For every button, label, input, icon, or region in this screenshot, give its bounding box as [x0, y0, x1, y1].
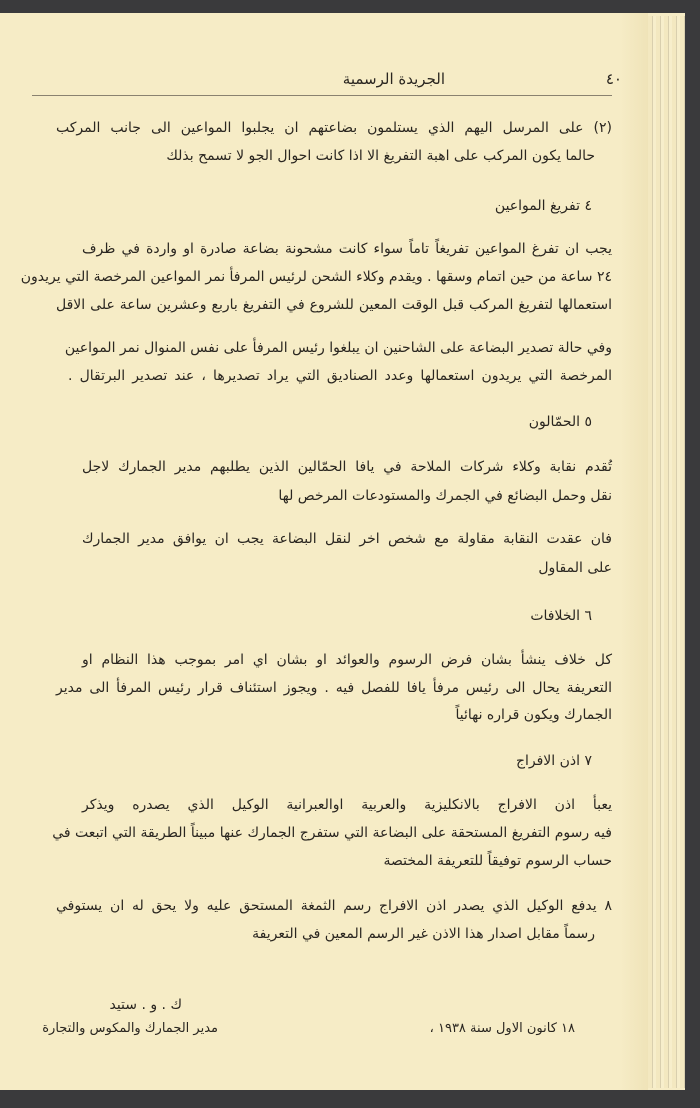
page-gutter: [620, 13, 648, 1090]
paragraph-line: على المقاول: [538, 560, 612, 576]
paragraph-line: رسماً مقابل اصدار هذا الاذن غير الرسم المعين في التعريفة: [252, 926, 595, 942]
signatory-name: ك . و . ستيد: [109, 997, 182, 1013]
signatory-title: مدير الجمارك والمكوس والتجارة: [42, 1021, 218, 1036]
header-rule: [32, 95, 612, 96]
paragraph-line: التعريفة يحال الى رئيس مرفأ يافا للفصل فيه . ويجوز استئناف قرار رئيس المرفأ الى مدير: [56, 680, 612, 696]
paragraph-line: فان عقدت النقابة مقاولة مع شخص اخر لنقل البضاعة يجب ان يوافق مدير الجمارك: [82, 531, 612, 547]
paragraph-line: استعمالها لتفريغ المركب قبل الوقت المعين للشروع في التفريغ باربع وعشرين ساعة على الاقل: [56, 297, 612, 313]
section-heading: ٧ اذن الافراج: [515, 753, 592, 769]
paragraph-line: تُقدم نقابة وكلاء شركات الملاحة في يافا الحمّالين الذين يطلبهم مدير الجمارك لاجل: [82, 459, 612, 475]
page-number: ٤٠: [605, 70, 622, 88]
paragraph-line: يجب ان تفرغ المواعين تفريغاً تاماً سواء كانت مشحونة بضاعة صادرة او واردة في ظرف: [82, 241, 612, 257]
paragraph-line: كل خلاف ينشأ بشان فرض الرسوم والعوائد او بشان اي امر بموجب هذا النظام او: [82, 652, 612, 668]
section-heading: ٥ الحمّالون: [528, 414, 592, 430]
paragraph-line: نقل وحمل البضائع في الجمرك والمستودعات المرخص لها: [278, 488, 612, 504]
document-date: ١٨ كانون الاول سنة ١٩٣٨ ،: [429, 1021, 575, 1036]
paragraph-line: الجمارك ويكون قراره نهائياً: [455, 707, 612, 723]
paragraph-line: وفي حالة تصدير البضاعة على الشاحنين ان يبلغوا رئيس المرفأ على نفس المنوال نمر المواعين: [64, 340, 612, 356]
running-title: الجريدة الرسمية: [342, 70, 445, 88]
paragraph-line: (٢) على المرسل اليهم الذي يستلمون بضاعتهم ان يجلبوا المواعين الى جانب المركب: [56, 120, 612, 136]
paragraph-line: حساب الرسوم توفيقاً للتعريفة المختصة: [383, 853, 612, 869]
paragraph-line: يعبأ اذن الافراج بالانكليزية والعربية اوالعبرانية الوكيل الذي يصدره ويذكر: [82, 797, 612, 813]
section-heading: ٦ الخلافات: [530, 608, 592, 624]
paragraph-line: المرخصة التي يريدون استعمالها وعدد الصناديق التي يراد تصديرها ، عند تصدير البرتقال .: [68, 368, 612, 384]
paragraph-line: ٨ يدفع الوكيل الذي يصدر اذن الافراج رسم الثمغة المستحق عليه ولا يحق له ان يستوفي: [56, 898, 612, 914]
section-heading: ٤ تفريغ المواعين: [494, 198, 592, 214]
paragraph-line: ٢٤ ساعة من حين اتمام وسقها . ويقدم وكلاء الشحن لرئيس المرفأ نمر المواعين المرخصة التي يريدون: [20, 269, 612, 285]
paragraph-line: فيه رسوم التفريغ المستحقة على البضاعة التي ستفرج الجمارك عنها مبيناً الطريقة التي اتبعت في: [52, 825, 612, 841]
paragraph-line: حالما يكون المركب على اهبة التفريغ الا اذا كانت احوال الجو لا تسمح بذلك: [166, 148, 595, 164]
page-edges: [648, 16, 685, 1088]
